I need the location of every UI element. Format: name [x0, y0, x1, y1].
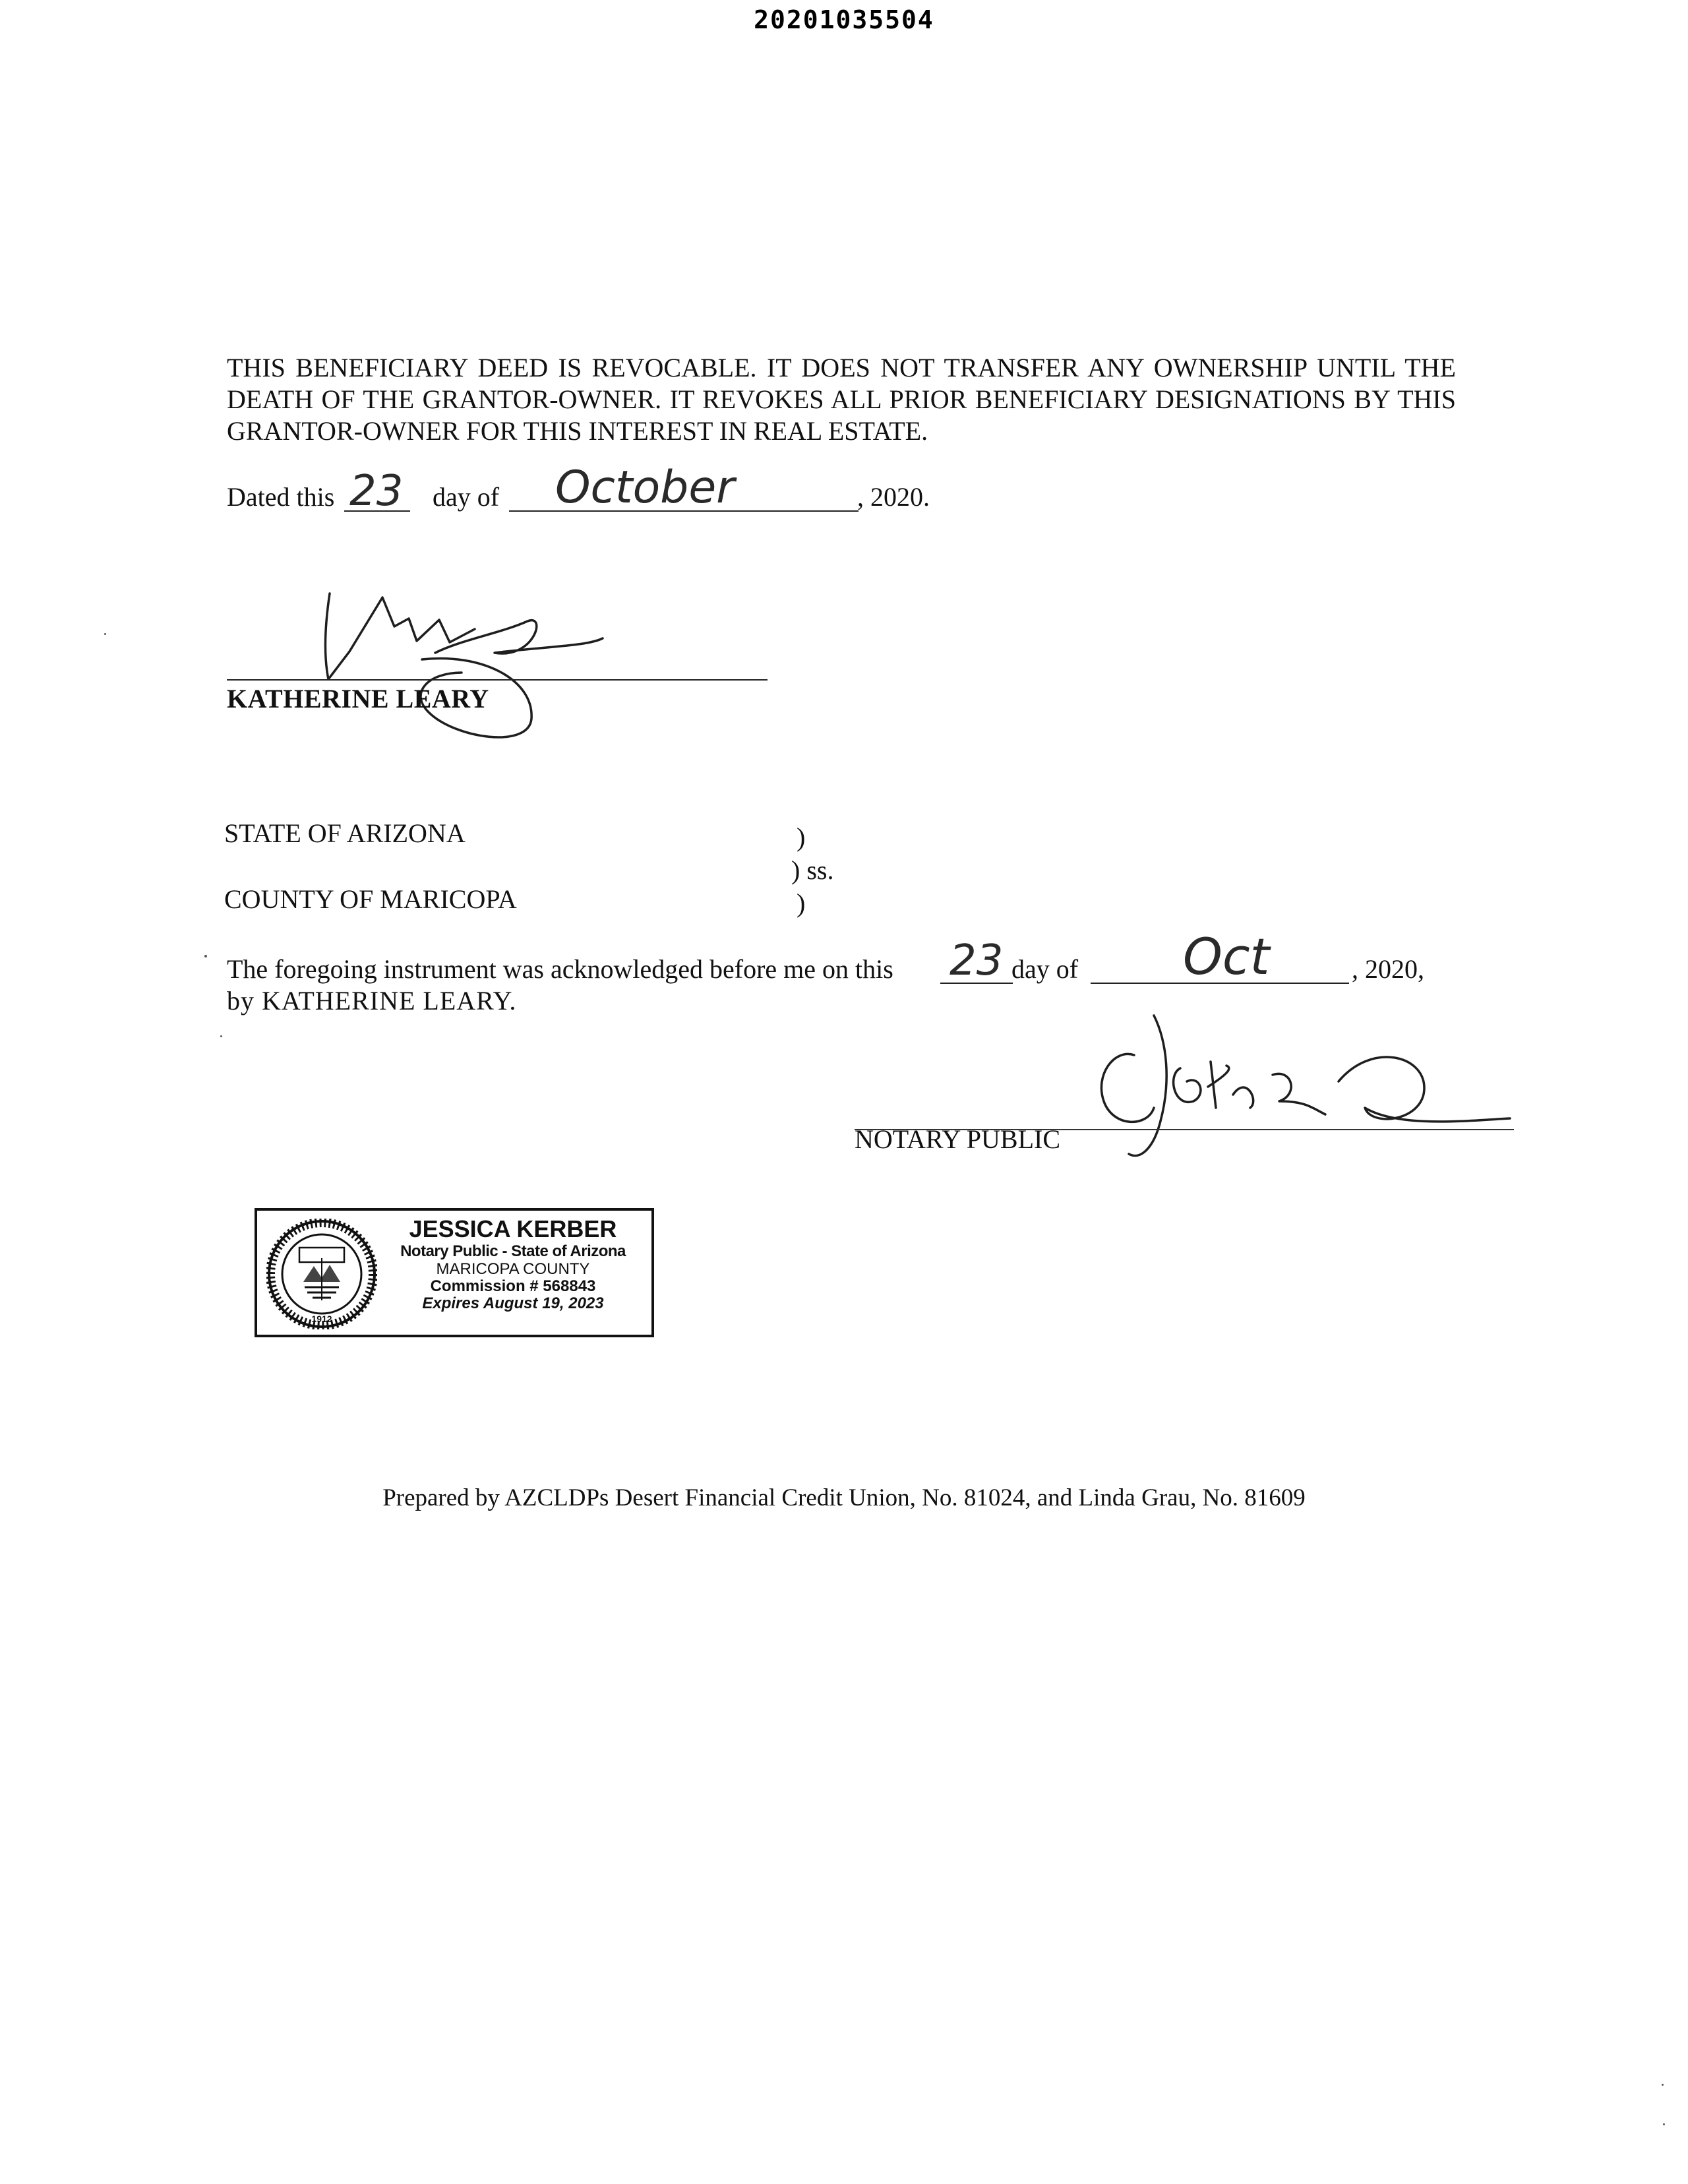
- ack-suffix: , 2020,: [1352, 954, 1424, 984]
- revocability-notice: THIS BENEFICIARY DEED IS REVOCABLE. IT DOES NOT TRANSFER ANY OWNERSHIP UNTIL THE DEATH OF THE GRANTOR-OWNER. IT REVOKES ALL PRIOR BENEFICIARY DESIGNATIONS BY THIS GRANTOR-OWNER FOR THIS INTEREST IN REAL ESTATE.: [227, 353, 1456, 446]
- notary-public-label: NOTARY PUBLIC: [855, 1124, 1061, 1154]
- prepared-by-footer: [0, 1484, 1688, 1512]
- ack-middle: day of: [1011, 954, 1079, 984]
- recording-number: 20201035504: [754, 5, 934, 34]
- arizona-state-seal: [266, 1219, 377, 1329]
- notary-commission: Commission # 568843: [430, 1277, 596, 1295]
- scan-speck: [204, 955, 207, 957]
- seal-year: 1912: [311, 1314, 332, 1324]
- dated-prefix: Dated this: [227, 482, 335, 512]
- ack-by-line: by KATHERINE LEARY.: [227, 986, 517, 1016]
- grantor-name: KATHERINE LEARY: [227, 684, 489, 713]
- scan-speck: [1662, 2084, 1664, 2086]
- notary-title: Notary Public - State of Arizona: [400, 1242, 626, 1260]
- dated-line: [227, 462, 1084, 521]
- venue-paren-ss: ) ss.: [791, 855, 834, 885]
- dated-day-handwritten: 23: [349, 467, 404, 516]
- notary-stamp: [255, 1208, 654, 1337]
- grantor-signature-line: [227, 679, 768, 681]
- ack-month-handwritten: Oct: [1183, 927, 1270, 986]
- grantor-signature: [310, 580, 613, 752]
- ack-day-handwritten: 23: [950, 936, 1004, 985]
- dated-middle: day of: [433, 482, 500, 512]
- venue-paren-top: ): [797, 822, 806, 852]
- venue-state: STATE OF ARIZONA: [224, 818, 466, 848]
- ack-prefix: The foregoing instrument was acknowledged before me on this: [227, 954, 893, 984]
- venue-paren-bottom: ): [797, 888, 806, 918]
- notary-county: MARICOPA COUNTY: [436, 1260, 590, 1278]
- prepared-by-text: Prepared by AZCLDPs Desert Financial Credit Union, No. 81024, and Linda Grau, No. 81609: [382, 1484, 1306, 1511]
- notary-name: JESSICA KERBER: [409, 1215, 617, 1242]
- dated-month-handwritten: October: [555, 462, 735, 514]
- notary-signature: [1055, 1002, 1517, 1174]
- dated-suffix: , 2020.: [857, 482, 930, 512]
- scan-speck: [104, 633, 106, 635]
- notary-stamp-text: [381, 1216, 645, 1312]
- notary-expiration: Expires August 19, 2023: [422, 1294, 604, 1312]
- scan-speck: [220, 1035, 222, 1037]
- venue-county: COUNTY OF MARICOPA: [224, 884, 517, 914]
- scan-speck: [1663, 2123, 1665, 2125]
